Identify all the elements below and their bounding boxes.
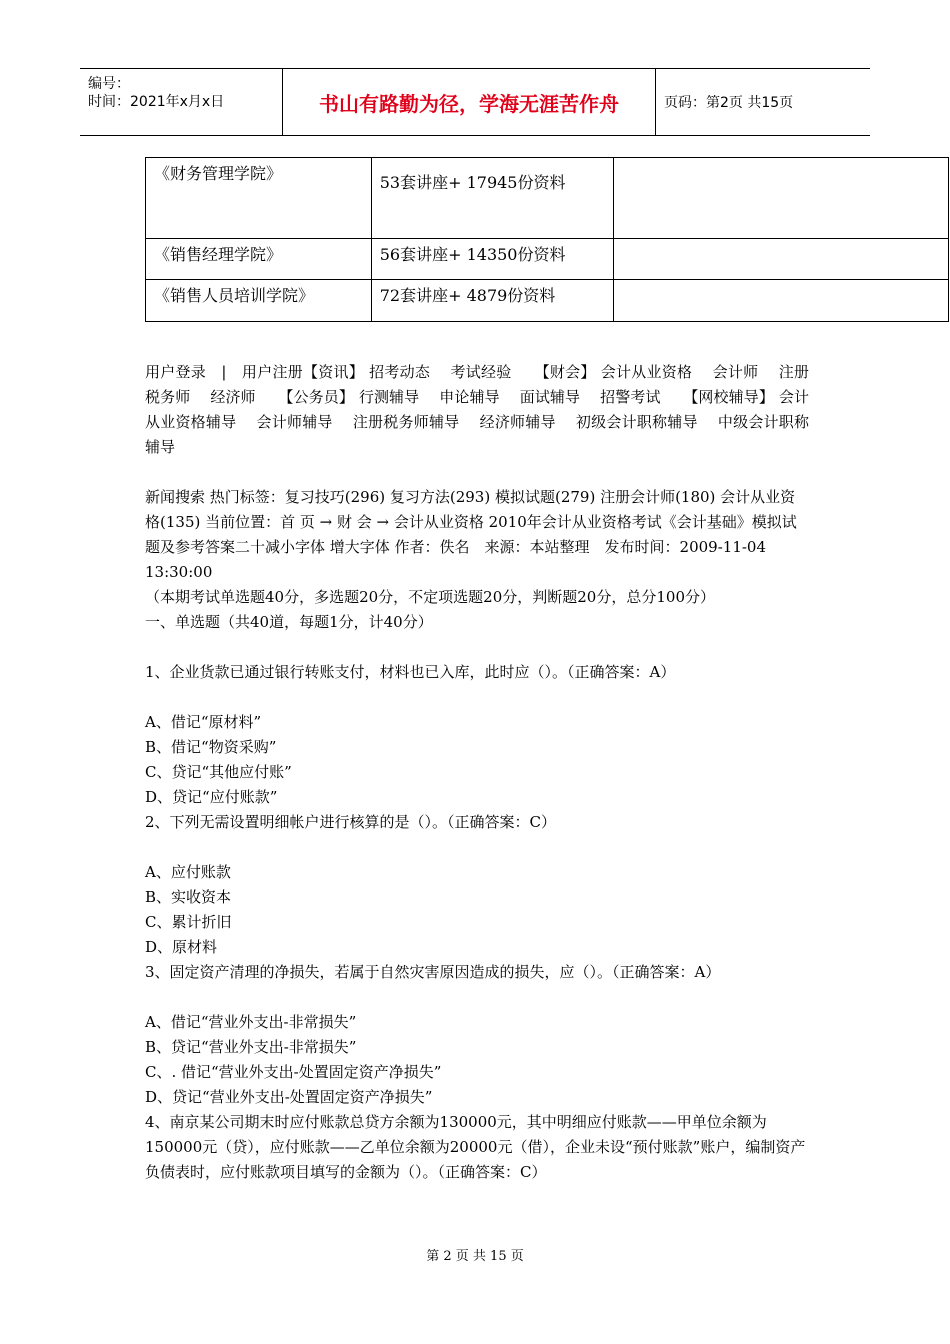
resource-name: 《销售人员培训学院》 [146,280,372,322]
resource-empty-cell [614,239,949,280]
question-stem: 2、下列无需设置明细帐户进行核算的是（）。（正确答案：C） [145,813,557,831]
question-option: A、借记“营业外支出-非常损失” [145,1013,357,1031]
question-option: C、累计折旧 [145,913,232,931]
question-option: B、实收资本 [145,888,232,906]
resource-name: 《销售经理学院》 [146,239,372,280]
question-option: D、贷记“营业外支出-处置固定资产净损失” [145,1088,433,1106]
question-option: B、贷记“营业外支出-非常损失” [145,1038,357,1056]
resource-count: 72套讲座+ 4879份资料 [371,280,614,322]
section-title: 一、单选题（共40道，每题1分，计40分） [145,613,433,631]
question-stem: 1、企业货款已通过银行转账支付，材料也已入库，此时应（）。（正确答案：A） [145,663,676,681]
document-body [145,360,809,1185]
question-option: B、借记“物资采购” [145,738,277,756]
table-row [146,280,949,322]
header-page-info: 页码：第2页 共15页 [664,95,794,111]
question-option: D、原材料 [145,938,218,956]
site-nav-text: 用户登录 | 用户注册【资讯】 招考动态 考试经验 【财会】 会计从业资格 会计师 注册税务师 经济师 【公务员】 行测辅导 申论辅导 面试辅导 招警考试 【网校辅导】 会计从业资格辅导 会计师辅导 注册税务师辅导 经济师辅导 初级会计职称辅导 中级会计职称辅导 [145,363,809,456]
question-option: D、贷记“应付账款” [145,788,278,806]
resource-count: 56套讲座+ 14350份资料 [371,239,614,280]
question-option: A、借记“原材料” [145,713,262,731]
question-stem: 4、南京某公司期末时应付账款总贷方余额为130000元，其中明细应付账款——甲单位余额为150000元（贷），应付账款——乙单位余额为20000元（借），企业未设“预付账款”账户，编制资产负债表时，应付账款项目填写的金额为（）。（正确答案：C） [145,1113,806,1181]
resource-count: 53套讲座+ 17945份资料 [371,158,614,239]
table-row [146,239,949,280]
resource-table [145,157,949,322]
resource-empty-cell [614,280,949,322]
header-meta [80,69,283,135]
question-option: C、贷记“其他应付账” [145,763,292,781]
question-option: A、应付账款 [145,863,231,881]
header-motto: 书山有路勤为径，学海无涯苦作舟 [283,69,656,135]
question-option: C、. 借记“营业外支出-处置固定资产净损失” [145,1063,442,1081]
table-row [146,158,949,239]
page-footer: 第 2 页 共 15 页 [426,1249,524,1264]
resource-empty-cell [614,158,949,239]
time-label: 时间：2021年x月x日 [88,94,225,110]
exam-note: （本期考试单选题40分，多选题20分，不定项选题20分，判断题20分，总分100分） [145,588,715,606]
resource-name: 《财务管理学院》 [146,158,372,239]
number-label: 编号： [88,76,130,92]
question-stem: 3、固定资产清理的净损失，若属于自然灾害原因造成的损失，应（）。（正确答案：A） [145,963,721,981]
page-header [80,68,870,136]
article-info: 新闻搜索 热门标签：复习技巧(296) 复习方法(293) 模拟试题(279) 注册会计师(180) 会计从业资格(135) 当前位置：首 页 → 财 会 → 会计从业资格 2010年会计从业资格考试《会计基础》模拟试题及参考答案二十减小字体 增大字体 作者：佚名 来源：本站整理 发布时间：2009-11-04 13:30:00 [145,488,797,581]
